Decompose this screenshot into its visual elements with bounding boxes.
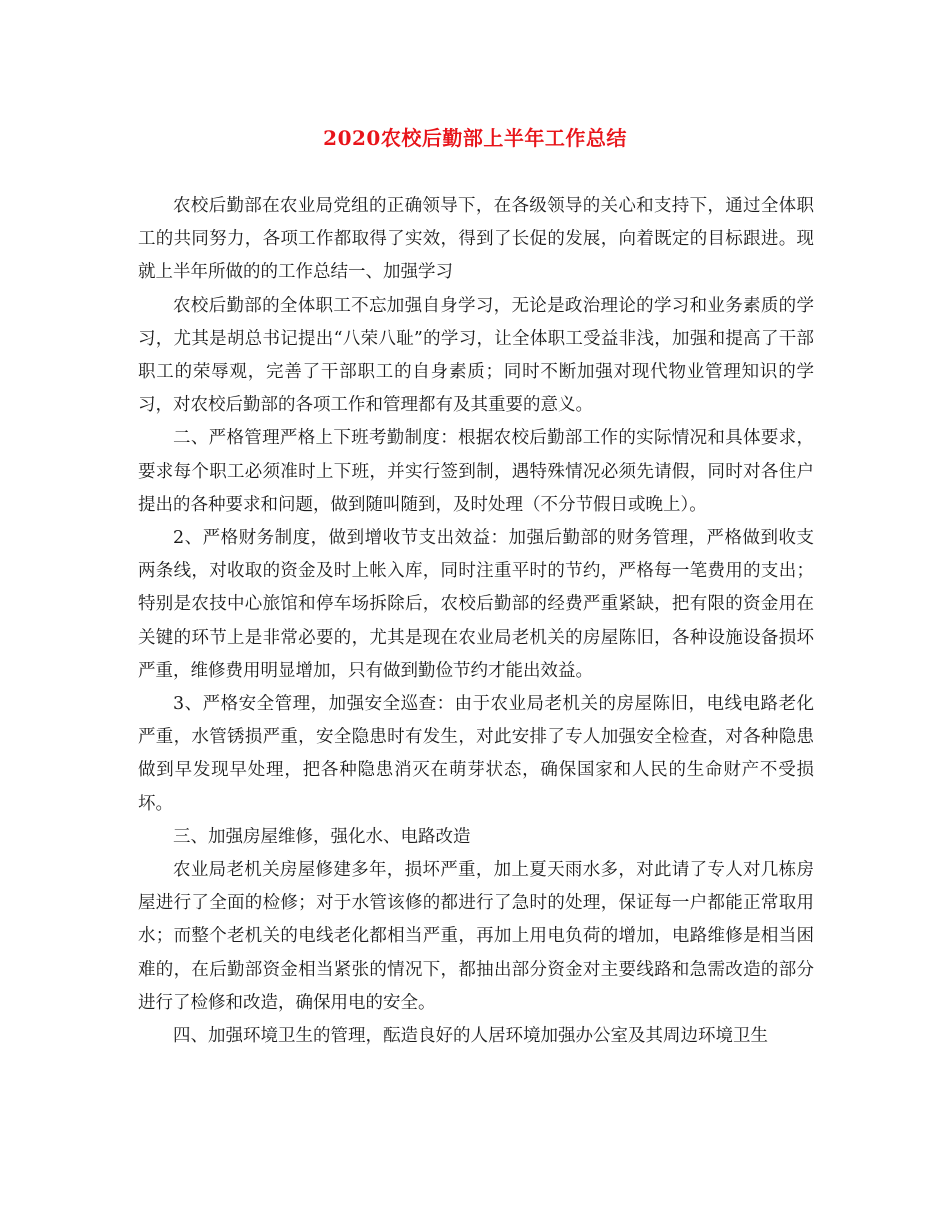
paragraph-management: 二、严格管理严格上下班考勤制度：根据农校后勤部工作的实际情况和具体要求，要求每个职工必须准时上下班，并实行签到制，遇特殊情况必须先请假，同时对各住户提出的各种要求和问题，做到随叫随到，及时处理（不分节假日或晚上）。: [138, 428, 814, 515]
paragraph-section-four: 四、加强环境卫生的管理，酝造良好的人居环境加强办公室及其周边环境卫生: [173, 1026, 768, 1047]
paragraph-section-three-heading: 三、加强房屋维修，强化水、电路改造: [173, 826, 471, 847]
paragraph-intro: 农校后勤部在农业局党组的正确领导下，在各级领导的关心和支持下，通过全体职工的共同努力，各项工作都取得了实效，得到了长促的发展，向着既定的目标跟进。现就上半年所做的的工作总结一、加强学习: [138, 196, 814, 283]
paragraph-study: 农校后勤部的全体职工不忘加强自身学习，无论是政治理论的学习和业务素质的学习，尤其是胡总书记提出“八荣八耻”的学习，让全体职工受益非浅，加强和提高了干部职工的荣辱观，完善了干部职工的自身素质；同时不断加强对现代物业管理知识的学习，对农校后勤部的各项工作和管理都有及其重要的意义。: [138, 295, 814, 416]
paragraph-finance: 2、严格财务制度，做到增收节支出效益：加强后勤部的财务管理，严格做到收支两条线，对收取的资金及时上帐入库，同时注重平时的节约，严格每一笔费用的支出；特别是农技中心旅馆和停车场拆除后，农校后勤部的经费严重紧缺，把有限的资金用在关键的环节上是非常必要的，尤其是现在农业局老机关的房屋陈旧，各种设施设备损坏严重，维修费用明显增加，只有做到勤俭节约才能出效益。: [138, 528, 814, 681]
paragraph-safety: 3、严格安全管理，加强安全巡查：由于农业局老机关的房屋陈旧，电线电路老化严重，水管锈损严重，安全隐患时有发生，对此安排了专人加强安全检查，对各种隐患做到早发现早处理，把各种隐患消灭在萌芽状态，确保国家和人民的生命财产不受损坏。: [138, 694, 814, 814]
document-body: [138, 190, 814, 1053]
paragraph-repair: 农业局老机关房屋修建多年，损坏严重，加上夏天雨水多，对此请了专人对几栋房屋进行了全面的检修；对于水管该修的都进行了急时的处理，保证每一户都能正常取用水；而整个老机关的电线老化都相当严重，再加上用电负荷的增加，电路维修是相当困难的，在后勤部资金相当紧张的情况下，都抽出部分资金对主要线路和急需改造的部分进行了检修和改造，确保用电的安全。: [138, 860, 814, 1013]
document-title: 2020农校后勤部上半年工作总结: [323, 126, 627, 150]
